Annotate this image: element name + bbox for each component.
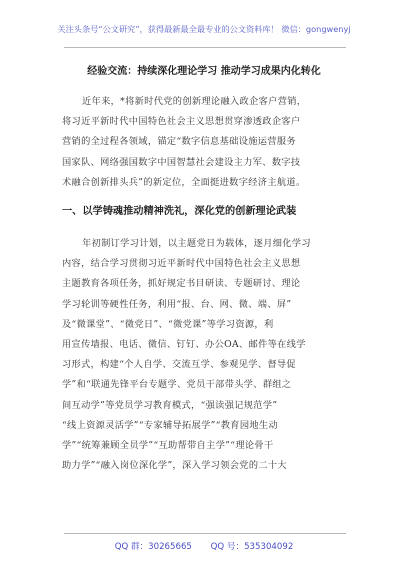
body-line: 习形式，构建“个人自学、交流互学、参观见学、督导促 [62, 359, 296, 371]
body-line: 内容，结合学习贯彻习近平新时代中国特色社会主义思想 [62, 258, 301, 270]
intro-line: 营销的全过程各领域，锚定“数字信息基础设施运营服务 [62, 136, 296, 148]
body-line: 间互动学”等党员学习教育模式，“强读强记规范学” [62, 399, 278, 411]
body-line: 学”和“联通先锋平台专题学、党员干部带头学、群组之 [62, 379, 292, 391]
body-line: 用宣传墙报、电话、微信、钉钉、办公OA、邮件等在线学 [62, 338, 306, 350]
body-line: 学习轮训等硬性任务，利用“报、台、网、微、端、屏” [62, 298, 292, 310]
intro-line: 将习近平新时代中国特色社会主义思想贯穿渗透政企客户 [62, 116, 301, 128]
body-line: 及“微课堂”、“微党日”、“微党课”等学习资源，利 [62, 318, 274, 330]
intro-line: 国家队、网络强国数字中国智慧社会建设主力军、数字技 [62, 156, 301, 168]
intro-paragraph [62, 92, 348, 193]
header-divider [64, 47, 346, 48]
top-banner: 关注头条号“公文研究”，获得最新最全最专业的公文资料库！ 微信：gongwenyj [57, 24, 351, 34]
body-line: 主题教育各项任务，抓好规定书目研读、专题研讨、理论 [62, 278, 301, 290]
footer-divider [64, 533, 346, 534]
body-paragraph [62, 234, 348, 476]
intro-line: 近年来，*将新时代党的创新理论融入政企客户营销， [82, 96, 307, 107]
body-line: “线上资源灵活学”“专家辅导拓展学”“教育园地生动 [62, 419, 278, 431]
intro-line: 术融合创新排头兵”的新定位，全面挺进数字经济主航道。 [62, 176, 306, 188]
qq-group-text: QQ 群：30265665 [114, 542, 192, 552]
document-title: 经验交流：持续深化理论学习 推动学习成果内化转化 [87, 66, 321, 77]
qq-number-text: QQ 号：535304092 [210, 542, 294, 552]
body-line: 年初制订学习计划，以主题党日为载体，逐月细化学习 [82, 238, 311, 249]
footer-contact [0, 540, 408, 552]
body-line: 助力学”“融入岗位深化学”，深入学习领会党的二十大 [62, 460, 287, 472]
section-heading: 一、以学铸魂推动精神洗礼，深化党的创新理论武装 [62, 205, 297, 217]
body-line: 学”“统筹兼顾全员学”“互助帮带自主学”“理论骨干 [62, 439, 274, 451]
